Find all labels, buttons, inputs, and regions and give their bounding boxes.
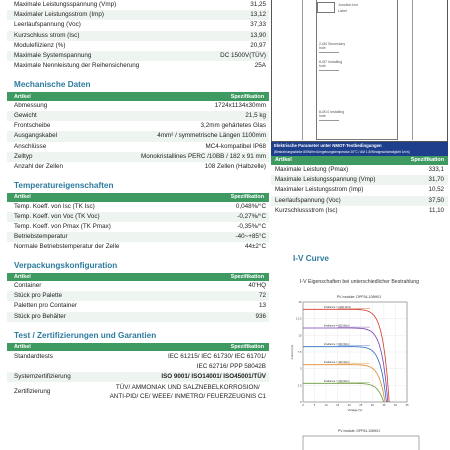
x-tick-label: 10: [324, 403, 328, 407]
row-label: Standardtests: [14, 353, 53, 361]
nmot-header: [271, 156, 448, 165]
row-label: Normale Betriebstemperatur der Zelle: [14, 243, 120, 251]
y-tick-label: 2.5: [297, 383, 302, 388]
table-row: [7, 312, 269, 322]
series-label: Irradiance = 600 W/m²: [323, 343, 350, 347]
mechanical-header: [7, 92, 269, 101]
series-label: Irradiance = 400 W/m²: [323, 361, 350, 365]
nmot-subtitle: (Bestrahlungsstärke 800W/m²/Umgebungstemperatur 20°C / AM 1,5/Windgeschwindigkeit 1m/s): [274, 149, 410, 154]
table-row: [271, 206, 448, 216]
row-value: 31,70: [428, 175, 444, 183]
row-value-line: IEC 62716/ PPP 58042B: [196, 362, 266, 370]
diagram-label: 2-Ø4 Secondary hole: [319, 42, 346, 50]
row-label: Zelltyp: [14, 152, 33, 160]
row-value-line: TÜV/ AMMONIAK UND SALZNEBELKORROSION/: [115, 383, 260, 391]
row-label: Container: [14, 282, 42, 290]
certification-table: [7, 351, 269, 402]
series-label: Irradiance = 1000 W/m²: [323, 305, 351, 309]
series-label: Irradiance = 800 W/m²: [323, 324, 350, 328]
row-value: 31,25: [250, 1, 266, 8]
table-row: [7, 121, 269, 131]
x-tick-label: 35: [382, 403, 386, 407]
row-label: Frontscheibe: [14, 122, 51, 130]
row-value: 37,33: [250, 21, 266, 29]
diagram-label: 8-Ø7 Installing hole: [319, 60, 343, 68]
certification-title: Test / Zertifizierungen und Garantien: [14, 330, 157, 340]
row-label: Maximaler Leistungsstrom (Imp): [14, 11, 104, 19]
row-value: Monokristallines PERC /10BB / 182 x 91 mm: [141, 152, 266, 160]
table-row: [7, 51, 269, 61]
iv-curve-subtitle: I-V Eigenschaften bei unterschiedlicher Bestrahlung: [299, 279, 420, 285]
row-label: Maximale Leistungsspannung (Vmp): [14, 1, 117, 8]
table-row: [7, 10, 269, 20]
row-value: 21,5 kg: [245, 112, 266, 119]
nmot-title-bar: [271, 142, 448, 156]
table-row: [7, 212, 269, 222]
table-row: [7, 202, 269, 212]
table-row: [7, 162, 269, 172]
row-value: 25A: [254, 62, 266, 70]
row-label: Modulefiizienz (%): [14, 41, 66, 49]
header-col-spezifikation: Spezifikation: [230, 93, 264, 100]
iv-chart-second-frame: [303, 436, 419, 450]
header-col-artikel: Artikel: [14, 344, 31, 351]
header-col-spezifikation: Spezifikation: [230, 344, 264, 351]
row-value-line: ANTI-PID/ CE/ WEEE/ INMETRO/ FEUERZEUGNIS C1: [109, 393, 266, 401]
table-row: [7, 242, 269, 252]
packaging-header: [7, 273, 269, 282]
table-row: [7, 232, 269, 242]
table-row: [7, 372, 269, 382]
row-value: 11,10: [428, 207, 444, 215]
y-tick-label: 12.5: [296, 316, 302, 321]
iv-curve-title: I-V Curve: [293, 254, 329, 263]
x-tick-label: 5: [313, 403, 316, 407]
mechanical-title: Mechanische Daten: [14, 80, 91, 90]
iv-chart-second-svg: [289, 428, 429, 450]
row-label: Maximaler Leistungsstrom (Imp): [275, 186, 364, 194]
table-row: [7, 291, 269, 301]
row-value: [110, 383, 266, 401]
x-tick-label: 20: [347, 403, 351, 407]
header-col-artikel: Artikel: [14, 93, 31, 100]
iv-chart-svg: [289, 292, 429, 418]
table-row: [7, 142, 269, 152]
row-label: Maximale Leistung (Pmax): [275, 165, 349, 173]
table-row: [7, 111, 269, 121]
table-row: [7, 222, 269, 232]
diagram-dimension-line: [302, 0, 303, 140]
module-dimension-drawing: [271, 0, 448, 142]
x-tick-label: 0: [302, 403, 304, 407]
table-row: [7, 41, 269, 51]
diagram-leader-line: [319, 52, 339, 53]
mechanical-table: [7, 101, 269, 172]
row-label: Kurzschlussstrom (Isc): [275, 207, 338, 215]
left-column: [7, 0, 269, 402]
row-label: Temp. Koeff. von Voc (TK Voc): [14, 212, 100, 220]
row-label: Ausgangskabel: [14, 132, 58, 140]
row-value: 333,1: [428, 165, 444, 173]
iv-curve-line: [303, 383, 384, 402]
header-col-artikel: Artikel: [275, 157, 292, 164]
diagram-leader-line: [319, 120, 339, 121]
row-label: Systemzertifizierung: [14, 372, 71, 380]
row-label: Zertifizierung: [14, 387, 51, 395]
row-value: 40'HQ: [248, 282, 266, 290]
row-value: 13: [258, 302, 266, 310]
y-tick-label: 15: [298, 300, 302, 304]
row-value: 4mm² / symmetrische Längen 1100mm: [157, 132, 266, 140]
table-row: [7, 101, 269, 111]
row-label: Anzahl der Zellen: [14, 162, 64, 170]
row-label: Maximale Leistungsspannung (Vmp): [275, 175, 376, 183]
table-row: [7, 0, 269, 10]
iv-chart-second: [289, 428, 429, 450]
row-label: Temp. Koeff. von Isc (TK Isc): [14, 202, 95, 210]
row-value: -0,35%/°C: [237, 223, 266, 230]
row-label: Abmessung: [14, 101, 48, 109]
row-label: Stück pro Behälter: [14, 312, 66, 320]
row-label: Kurzschluss strom (Isc): [14, 31, 80, 39]
row-label: Betriebstemperatur: [14, 233, 68, 241]
row-value-line: IEC 61215/ IEC 61730/ IEC 61701/: [167, 353, 266, 361]
series-label: Irradiance = 200 W/m²: [323, 379, 350, 383]
temperature-table: [7, 202, 269, 253]
row-value: -40~+85°C: [235, 233, 266, 241]
diagram-leader-line: [319, 70, 339, 71]
row-value: [168, 352, 266, 370]
y-axis-label: Current (A): [290, 344, 294, 360]
row-value: MC4-kompatibel IP68: [205, 142, 266, 150]
y-tick-label: 10: [298, 333, 302, 338]
row-value: -0,27%/°C: [237, 212, 266, 220]
row-label: Maximale Systemspannung: [14, 51, 92, 59]
row-value: 37,50: [428, 196, 444, 204]
x-tick-label: 25: [359, 403, 363, 407]
temperature-title: Temperatureigenschaften: [14, 181, 114, 191]
row-value: 1724x1134x30mm: [214, 101, 266, 109]
row-value: 20,97: [250, 41, 266, 49]
row-value: 0,048%/°C: [235, 202, 266, 210]
table-row: [271, 165, 448, 175]
certification-header: [7, 343, 269, 352]
iv-chart-second-title: PV module: DPF54-108H01: [337, 429, 381, 433]
table-row: [7, 131, 269, 141]
header-col-spezifikation: Spezifikation: [230, 273, 264, 280]
header-col-spezifikation: Spezifikation: [230, 194, 264, 201]
y-tick-label: 5: [299, 366, 302, 371]
table-row: [7, 301, 269, 311]
row-label: Maximale Nennleistung der Reihensicherung: [14, 62, 140, 70]
diagram-label: 8-Ø14 Installing hole: [319, 110, 345, 118]
row-value: 13,90: [250, 31, 266, 39]
nmot-rows: [271, 165, 448, 217]
x-tick-label: 45: [405, 403, 409, 407]
temperature-header: [7, 193, 269, 202]
row-value: 936: [255, 312, 266, 320]
table-row: [271, 175, 448, 185]
iv-chart: [289, 292, 429, 418]
row-value: 13,12: [250, 11, 266, 19]
y-tick-label: 7.5: [297, 350, 302, 354]
row-label: Leerlaufspannung (Voc): [275, 196, 341, 204]
packaging-table: [7, 281, 269, 322]
nmot-table: [271, 156, 448, 216]
table-row: [7, 152, 269, 162]
x-tick-label: 15: [336, 403, 340, 407]
table-row: [7, 20, 269, 30]
table-row: [271, 185, 448, 195]
row-value: 44±2°C: [244, 243, 266, 251]
row-value: ISO 9001/ ISO14001/ ISO45001/TÜV: [161, 372, 266, 380]
diagram-label: Junction box: [338, 3, 359, 7]
table-row: [7, 351, 269, 371]
table-row: [7, 61, 269, 71]
table-row: [7, 281, 269, 291]
table-row: [7, 31, 269, 41]
nmot-title: Elektrische Parameter unter NMOT-Testbedingungen: [274, 143, 382, 148]
diagram-label: Label: [338, 9, 347, 13]
row-label: Temp. Koeff. von Pmax (TK Pmax): [14, 223, 111, 230]
diagram-dimension-line: [412, 0, 413, 140]
header-col-artikel: Artikel: [14, 273, 31, 280]
row-label: Stück pro Palette: [14, 292, 62, 300]
x-tick-label: 30: [370, 403, 374, 407]
header-col-spezifikation: Spezifikation: [410, 157, 444, 164]
row-value: 3,2mm gehärtetes Glas: [200, 122, 266, 130]
row-value: 10,52: [428, 186, 444, 194]
row-value: DC 1500V(TÜV): [220, 51, 266, 59]
x-tick-label: 40: [393, 403, 398, 407]
table-row: [7, 382, 269, 402]
packaging-title: Verpackungskonfiguration: [14, 260, 118, 270]
chart-title: PV module: DPF54-108H01: [336, 295, 382, 299]
row-label: Paletten pro Container: [14, 302, 78, 310]
row-label: Gewicht: [14, 112, 37, 119]
junction-box-outline: [317, 2, 335, 13]
row-label: Anschlüsse: [14, 142, 47, 150]
table-row: [271, 196, 448, 206]
row-label: Leerlaufspannung (Voc): [14, 21, 81, 29]
x-axis-label: Voltage (V): [347, 408, 363, 412]
row-value: 72: [258, 292, 266, 300]
row-value: 108 Zellen (Halbzelle): [204, 162, 266, 170]
y-tick-label: 0: [299, 400, 302, 404]
electrical-table: [7, 0, 269, 71]
iv-curve-line: [303, 347, 386, 402]
header-col-artikel: Artikel: [14, 194, 31, 201]
